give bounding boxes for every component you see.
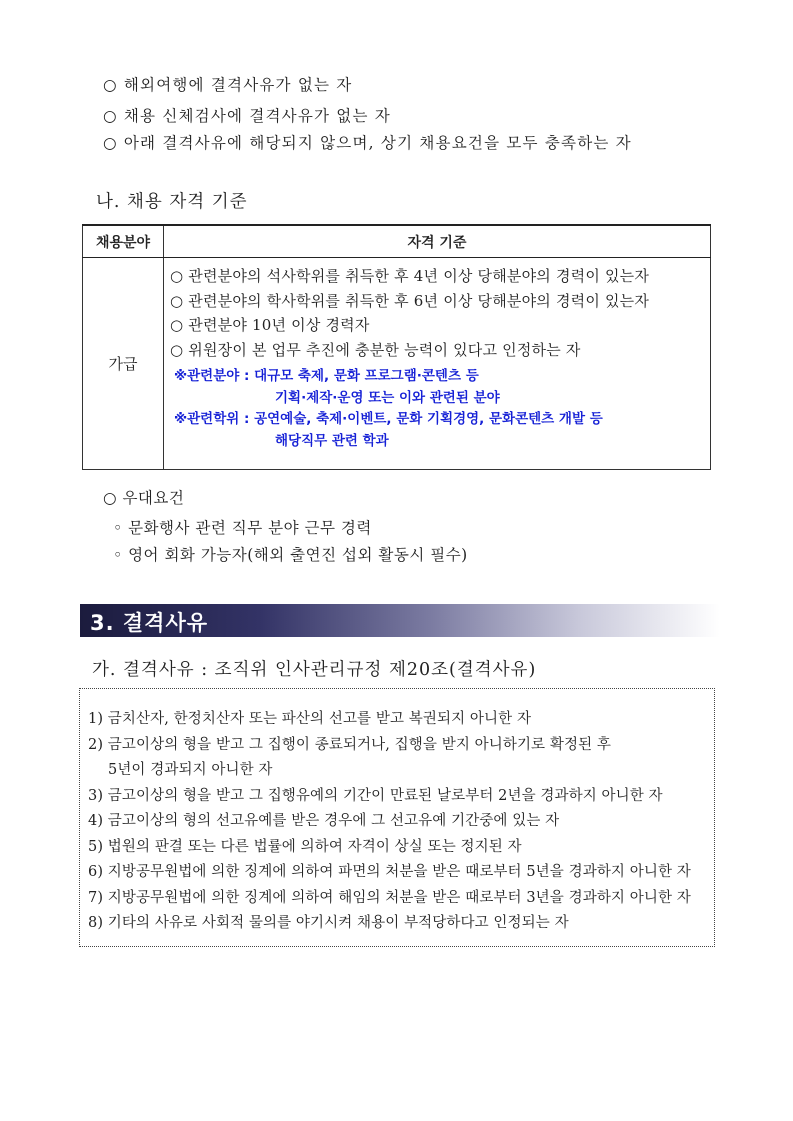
list-item: 8) 기타의 사유로 사회적 물의를 야기시켜 채용이 부적당하다고 인정되는 자 [88,915,569,931]
column-header-criteria: 자격 기준 [164,225,711,258]
list-item: 4) 금고이상의 형의 선고유예를 받은 경우에 그 선고유예 기간중에 있는 자 [88,813,560,829]
category-cell: 가급 [83,258,164,470]
section-banner [80,604,720,637]
section-title-disqualification: 3. 결격사유 [90,611,209,635]
preference-title: ○ 우대요건 [103,489,185,507]
related-degree-note-cont: 해당직무 관련 학과 [275,432,389,449]
bullet-item: ○ 채용 신체검사에 결격사유가 없는 자 [103,107,391,125]
requirement-item: ○ 관련분야의 학사학위를 취득한 후 6년 이상 당해분야의 경력이 있는자 [170,291,650,310]
table-row [83,258,711,470]
related-field-note-cont: 기획·제작·운영 또는 이와 관련된 분야 [275,389,500,406]
section-heading-criteria: 나. 채용 자격 기준 [96,192,248,212]
requirement-item: ○ 관련분야 10년 이상 경력자 [170,316,370,334]
list-item: 5) 법원의 판결 또는 다른 법률에 의하여 자격이 상실 또는 정지된 자 [88,839,522,855]
table-header-row [83,225,711,258]
related-degree-note: ※관련학위 : 공연예술, 축제·이벤트, 문화 기획경영, 문화콘텐츠 개발 등 [174,411,603,427]
requirement-item: ○ 위원장이 본 업무 추진에 충분한 능력이 있다고 인정하는 자 [170,340,581,359]
requirement-item: ○ 관련분야의 석사학위를 취득한 후 4년 이상 당해분야의 경력이 있는자 [170,267,650,285]
list-item: 3) 금고이상의 형을 받고 그 집행유예의 기간이 만료된 날로부터 2년을 경과하지 아니한 자 [88,788,663,804]
list-item: 7) 지방공무원법에 의한 징계에 의하여 해임의 처분을 받은 때로부터 3년을 경과하지 아니한 자 [88,890,691,906]
section-heading-disqualification: 가. 결격사유 : 조직위 인사관리규정 제20조(결격사유) [92,660,537,680]
preference-item: ◦ 문화행사 관련 직무 분야 근무 경력 [113,519,372,537]
list-item: 2) 금고이상의 형을 받고 그 집행이 종료되거나, 집행을 받지 아니하기로 확정된 후 [88,737,612,753]
criteria-table [82,224,711,470]
disqualification-box [79,688,715,947]
list-item-continued: 5년이 경과되지 아니한 자 [108,762,273,778]
requirements-cell [164,258,711,470]
list-item: 1) 금치산자, 한정치산자 또는 파산의 선고를 받고 복권되지 아니한 자 [88,711,532,727]
related-field-note: ※관련분야 : 대규모 축제, 문화 프로그램·콘텐츠 등 [174,368,479,384]
column-header-field: 채용분야 [83,225,164,258]
list-item: 6) 지방공무원법에 의한 징계에 의하여 파면의 처분을 받은 때로부터 5년을 경과하지 아니한 자 [88,864,691,880]
bullet-item: ○ 해외여행에 결격사유가 없는 자 [103,76,353,94]
preference-item: ◦ 영어 회화 가능자(해외 출연진 섭외 활동시 필수) [113,546,468,564]
bullet-item: ○ 아래 결격사유에 해당되지 않으며, 상기 채용요건을 모두 충족하는 자 [103,134,632,152]
